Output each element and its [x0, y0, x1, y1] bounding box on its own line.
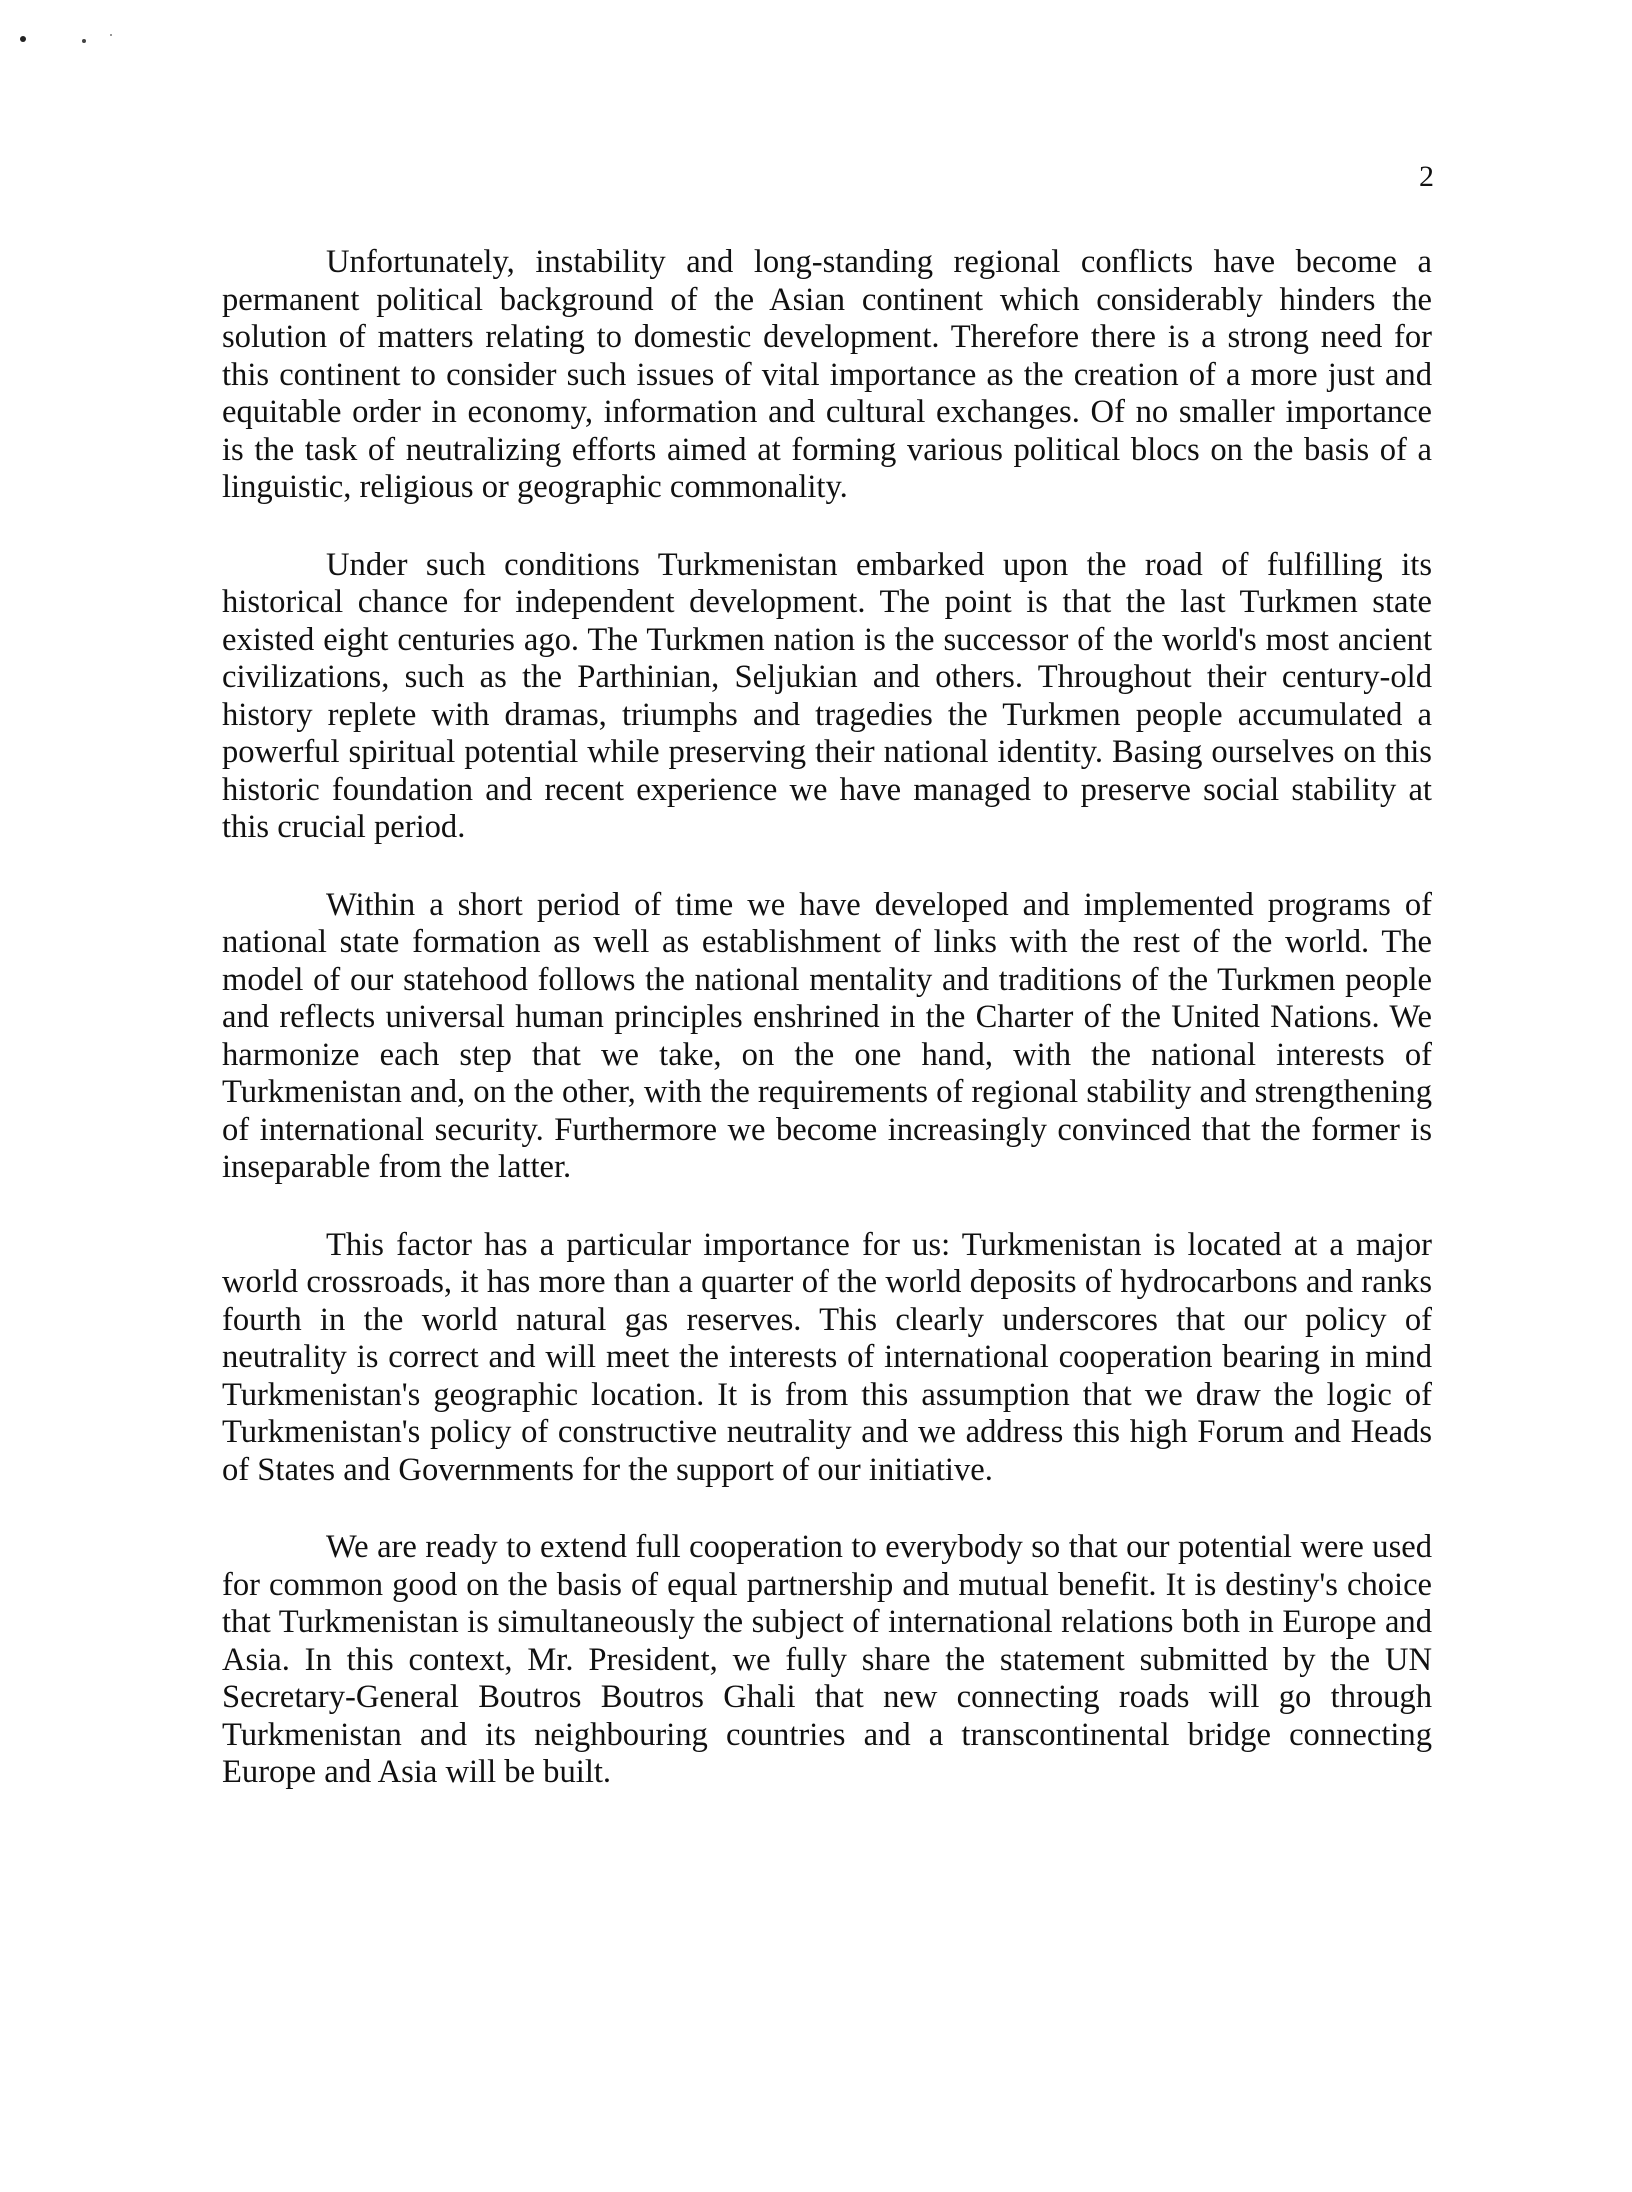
scan-dot [82, 39, 86, 43]
scan-artifact-dots [20, 30, 130, 50]
scan-dot [20, 36, 26, 42]
paragraph-2: Under such conditions Turkmenistan embarked upon the road of fulfilling its historical chance for independent development. The point is that the last Turkmen state existed eight centuries ago. The Turkmen nation is the successor of the world's most ancient civilizations, such as the Parthinian, Seljukian and others. Throughout their century-old history replete with dramas, triumphs and tragedies the Turkmen people accumulated a powerful spiritual potential while preserving their national identity. Basing ourselves on this historic foundation and recent experience we have managed to preserve social stability at this crucial period. [222, 546, 1432, 845]
scan-dot [110, 34, 112, 36]
paragraph-1: Unfortunately, instability and long-standing regional conflicts have become a permanent political background of the Asian continent which considerably hinders the solution of matters relating to domestic development. Therefore there is a strong need for this continent to consider such issues of vital importance as the creation of a more just and equitable order in economy, information and cultural exchanges. Of no smaller importance is the task of neutralizing efforts aimed at forming various political blocs on the basis of a linguistic, religious or geographic commonality. [222, 244, 1432, 505]
paragraph-5: We are ready to extend full cooperation to everybody so that our potential were used for common good on the basis of equal partnership and mutual benefit. It is destiny's choice that Turkmenistan is simultaneously the subject of international relations both in Europe and Asia. In this context, Mr. President, we fully share the statement submitted by the UN Secretary-General Boutros Boutros Ghali that new connecting roads will go through Turkmenistan and its neighbouring countries and a transcontinental bridge connecting Europe and Asia will be built. [222, 1529, 1432, 1790]
page-number: 2 [1419, 160, 1434, 193]
paragraph-4: This factor has a particular importance for us: Turkmenistan is located at a major world crossroads, it has more than a quarter of the world deposits of hydrocarbons and ranks fourth in the world natural gas reserves. This clearly underscores that our policy of neutrality is correct and will meet the interests of international cooperation bearing in mind Turkmenistan's geographic location. It is from this assumption that we draw the logic of Turkmenistan's policy of constructive neutrality and we address this high Forum and Heads of States and Governments for the support of our initiative. [222, 1226, 1432, 1488]
paragraph-3: Within a short period of time we have developed and implemented programs of national state formation as well as establishment of links with the rest of the world. The model of our statehood follows the national mentality and traditions of the Turkmen people and reflects universal human principles enshrined in the Charter of the United Nations. We harmonize each step that we take, on the one hand, with the national interests of Turkmenistan and, on the other, with the requirements of regional stability and strengthening of international security. Furthermore we become increasingly convinced that the former is inseparable from the latter. [222, 886, 1432, 1185]
document-body [222, 244, 1432, 1792]
